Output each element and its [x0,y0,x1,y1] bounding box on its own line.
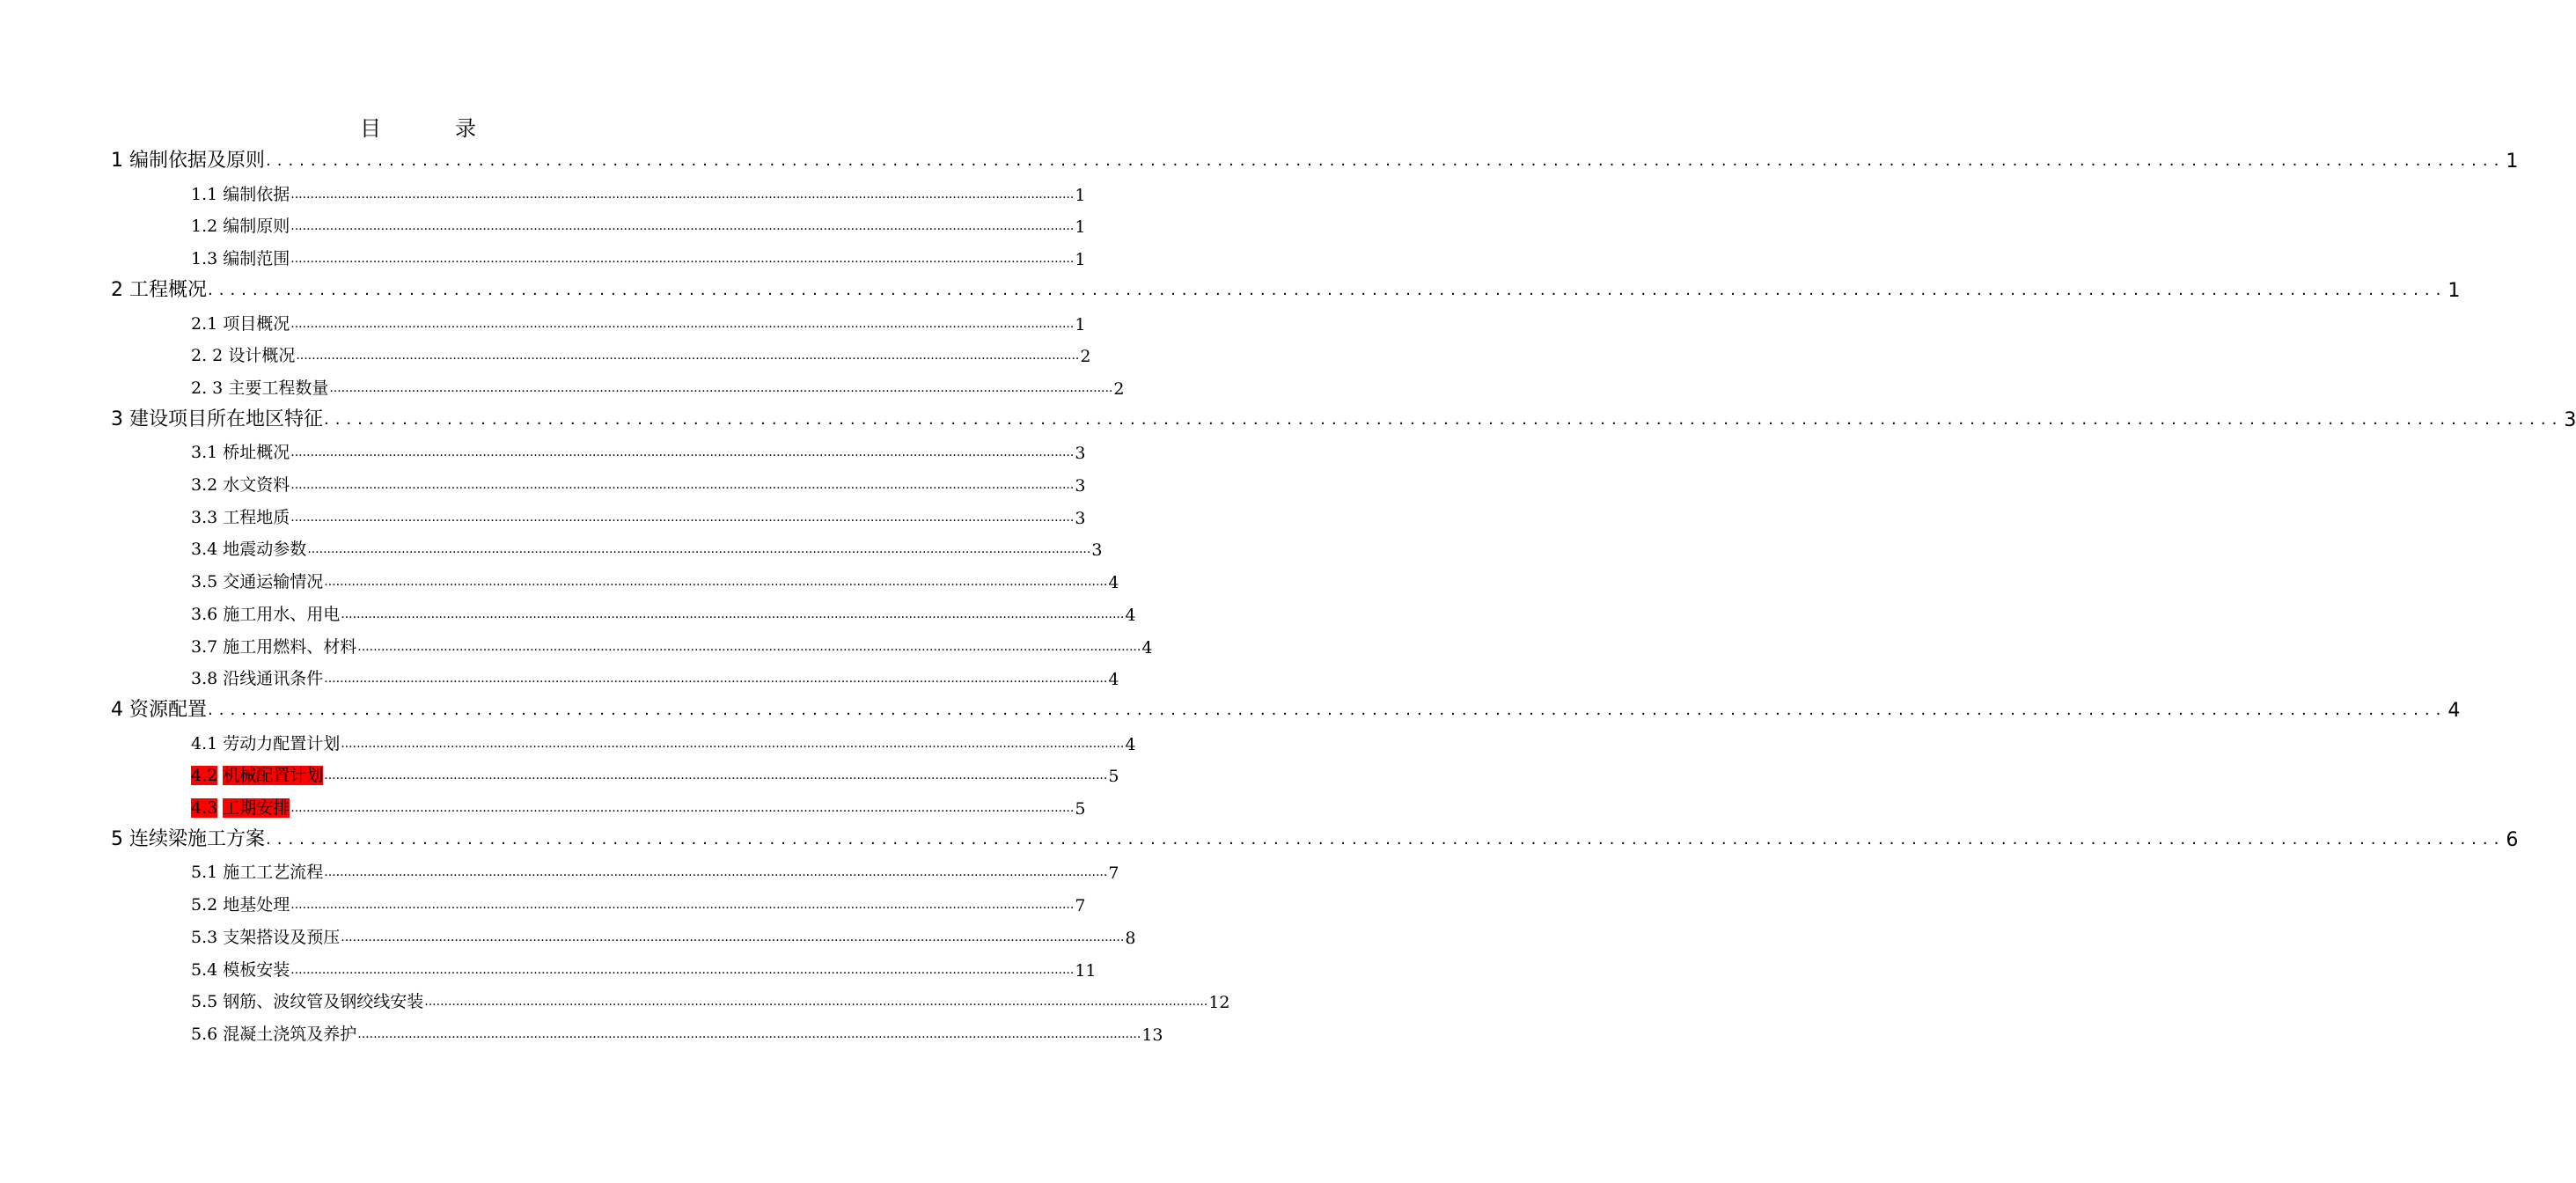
toc-entry-text: 主要工程数量 [228,378,329,398]
toc-chapter-entry[interactable] [111,821,2519,851]
toc-entry-text: 工程概况 [129,279,208,301]
toc-entry-page: 1 [1075,217,1086,237]
toc-entry-page: 2 [1080,347,1091,366]
toc-section-entry[interactable] [191,533,1103,560]
toc-leader-dots: ........................................................................................................................................................................................................ [341,737,1125,751]
toc-section-entry[interactable] [191,1018,1163,1045]
toc-entry-title [191,1021,356,1045]
toc-entry-number: 3.3 [191,508,218,527]
toc-entry-page: 13 [1141,1025,1163,1045]
toc-entry-title [191,311,290,334]
toc-section-entry[interactable] [191,922,1136,948]
toc-entry-title [191,601,340,625]
toc-section-entry[interactable] [191,469,1086,496]
toc-chapter-entry[interactable] [111,272,2461,302]
toc-entry-title [191,246,290,269]
toc-section-entry[interactable] [191,599,1136,625]
toc-entry-text: 编制依据 [223,185,290,204]
toc-entry-title [191,988,423,1012]
toc-entry-number: 5.4 [191,960,218,980]
toc-entry-number: 2. 3 [191,378,224,398]
toc-entry-number: 5.5 [191,992,218,1011]
toc-entry-page: 3 [1075,444,1086,463]
toc-entry-page: 3 [1091,540,1103,560]
toc-leader-dots: ........................................................................................................................................................................................................ [290,898,1075,912]
toc-entry-page: 1 [1075,186,1086,205]
toc-leader-dots: ........................................................................................................................................................................................................ [324,410,2564,429]
toc-entry-text: 工期安排 [223,798,290,818]
toc-leader-dots: ........................................................................................................................................................................................................ [324,865,1108,879]
toc-entry-title [191,181,290,205]
toc-leader-dots: ........................................................................................................................................................................................................ [296,349,1080,363]
toc-leader-dots: ........................................................................................................................................................................................................ [290,317,1075,331]
toc-entry-title [191,504,290,528]
toc-leader-dots: ........................................................................................................................................................................................................ [290,219,1075,233]
toc-entry-number: 3.4 [191,540,218,559]
toc-entry-page: 7 [1108,863,1119,883]
toc-entry-number: 2. 2 [191,346,224,365]
toc-entry-title [111,275,207,302]
toc-leader-dots: ........................................................................................................................................................................................................ [357,1027,1141,1041]
toc-section-entry[interactable] [191,889,1086,915]
toc-entry-page: 5 [1108,767,1119,786]
toc-entry-title [111,824,265,851]
toc-entry-page: 1 [1075,250,1086,269]
toc-leader-dots: ........................................................................................................................................................................................................ [329,381,1113,395]
toc-entry-text: 建设项目所在地区特征 [129,408,324,430]
toc-entry-page: 4 [1125,606,1136,625]
toc-leader-dots: ........................................................................................................................................................................................................ [266,151,2506,170]
toc-leader-dots: ........................................................................................................................................................................................................ [324,768,1108,783]
toc-leader-dots: ........................................................................................................................................................................................................ [307,542,1091,556]
toc-entry-number: 5.6 [191,1025,218,1044]
toc-section-entry[interactable] [191,179,1086,205]
toc-entry-number: 3.1 [191,443,218,462]
toc-entry-title [191,569,323,592]
toc-leader-dots: ........................................................................................................................................................................................................ [208,281,2448,299]
toc-entry-title [191,439,290,463]
toc-leader-dots: ........................................................................................................................................................................................................ [341,607,1125,621]
toc-entry-page: 1 [2448,280,2461,302]
toc-section-entry[interactable] [191,631,1153,658]
toc-entry-page: 4 [1108,670,1119,689]
toc-leader-dots: ........................................................................................................................................................................................................ [208,701,2448,719]
toc-leader-dots: ........................................................................................................................................................................................................ [324,672,1108,686]
toc-leader-dots: ........................................................................................................................................................................................................ [266,830,2506,849]
toc-section-entry[interactable] [191,792,1086,819]
toc-entry-page: 12 [1208,993,1230,1012]
toc-chapter-entry[interactable] [111,692,2461,722]
toc-entry-text: 支架搭设及预压 [223,928,341,947]
toc-entry-number: 2.1 [191,314,218,334]
toc-entry-number: 3.2 [191,475,218,495]
toc-entry-page: 4 [1125,735,1136,754]
toc-entry-number: 3.7 [191,637,218,657]
toc-entry-text: 项目概况 [223,314,290,334]
toc-entry-number: 5 [111,828,123,850]
toc-entry-page: 7 [1075,896,1086,915]
toc-entry-text: 水文资料 [223,475,290,495]
toc-entry-page: 1 [2506,151,2519,173]
toc-entry-title [191,762,323,786]
toc-leader-dots: ........................................................................................................................................................................................................ [341,930,1125,944]
toc-entry-title [191,342,295,366]
toc-entry-number: 4 [111,699,123,721]
toc-entry-title [191,375,328,399]
toc-entry-page: 6 [2506,829,2519,851]
toc-leader-dots: ........................................................................................................................................................................................................ [290,963,1075,977]
toc-chapter-entry[interactable] [111,143,2519,173]
toc-leader-dots: ........................................................................................................................................................................................................ [324,575,1108,589]
toc-entry-text: 资源配置 [129,699,208,721]
toc-entry-title [191,795,290,819]
toc-section-entry[interactable] [191,308,1086,334]
toc-section-entry[interactable] [191,502,1086,528]
toc-leader-dots: ........................................................................................................................................................................................................ [424,995,1208,1009]
toc-entry-title [111,145,265,173]
toc-section-entry[interactable] [191,728,1136,754]
toc-entry-number: 2 [111,279,123,301]
toc-section-entry[interactable] [191,437,1086,463]
toc-section-entry[interactable] [191,243,1086,269]
toc-entry-number: 3.6 [191,605,218,624]
toc-leader-dots: ........................................................................................................................................................................................................ [290,801,1075,815]
toc-entry-text: 沿线通讯条件 [223,669,324,688]
toc-entry-title [191,472,290,496]
toc-entry-page: 11 [1075,961,1097,981]
toc-entry-page: 3 [2564,409,2576,431]
toc-entry-number: 5.1 [191,863,218,882]
toc-entry-number: 5.3 [191,928,218,947]
toc-entry-title [191,665,323,689]
toc-entry-text: 交通运输情况 [223,572,324,592]
toc-entry-page: 4 [1108,573,1119,592]
toc-entry-text: 编制依据及原则 [129,150,266,172]
toc-leader-dots: ........................................................................................................................................................................................................ [290,252,1075,266]
toc-leader-dots: ........................................................................................................................................................................................................ [290,445,1075,459]
toc-entry-title [111,404,323,431]
toc-entry-number: 1.2 [191,217,218,236]
toc-entry-text: 工程地质 [223,508,290,527]
toc-entry-title [191,634,356,658]
toc-section-entry[interactable] [191,372,1125,399]
toc-entry-page: 2 [1113,379,1125,399]
toc-entry-text: 连续梁施工方案 [129,828,266,850]
toc-entry-page: 4 [1141,638,1153,658]
toc-leader-dots: ........................................................................................................................................................................................................ [357,640,1141,654]
toc-entry-title [191,859,323,883]
toc-entry-number: 1 [111,150,123,172]
toc-entry-page: 3 [1075,509,1086,528]
toc-section-entry[interactable] [191,566,1119,592]
toc-entry-number: 5.2 [191,895,218,915]
toc-entry-number: 1.1 [191,185,218,204]
toc-leader-dots: ........................................................................................................................................................................................................ [290,187,1075,202]
toc-entry-page: 8 [1125,929,1136,948]
toc-chapter-entry[interactable] [111,401,2576,431]
toc-entry-text: 机械配置计划 [223,766,324,785]
toc-entry-text: 施工用燃料、材料 [223,637,357,657]
toc-entry-text: 混凝土浇筑及养护 [223,1025,357,1044]
toc-entry-text: 模板安装 [223,960,290,980]
toc-entry-number: 3 [111,408,123,430]
toc-title: 目 录 [360,116,503,141]
toc-entry-title [191,924,340,948]
toc-section-entry[interactable] [191,954,1097,981]
toc-entry-title [191,957,290,981]
toc-entry-text: 劳动力配置计划 [223,734,341,753]
toc-entry-text: 设计概况 [228,346,296,365]
toc-entry-page: 5 [1075,799,1086,819]
toc-entry-number: 4.3 [191,798,218,818]
toc-entry-page: 1 [1075,315,1086,334]
toc-entry-title [191,731,340,754]
toc-section-entry[interactable] [191,340,1091,366]
toc-entry-number: 3.5 [191,572,218,592]
toc-entry-text: 编制原则 [223,217,290,236]
toc-entry-text: 编制范围 [223,249,290,268]
toc-entry-title [191,892,290,915]
toc-section-entry[interactable] [191,986,1230,1012]
toc-entry-number: 4.1 [191,734,218,753]
toc-entry-title [191,536,306,560]
toc-entry-text: 桥址概况 [223,443,290,462]
toc-entry-text: 施工工艺流程 [223,863,324,882]
toc-entry-title [111,694,207,722]
toc-entry-title [191,213,290,237]
toc-entry-number: 4.2 [191,766,218,785]
toc-entry-number: 3.8 [191,669,218,688]
toc-entry-text: 施工用水、用电 [223,605,341,624]
toc-leader-dots: ........................................................................................................................................................................................................ [290,478,1075,492]
toc-section-entry[interactable] [191,856,1119,883]
toc-entry-text: 钢筋、波纹管及钢绞线安装 [223,992,424,1011]
toc-section-entry[interactable] [191,760,1119,786]
toc-entry-text: 地震动参数 [223,540,307,559]
toc-section-entry[interactable] [191,210,1086,237]
toc-entry-number: 1.3 [191,249,218,268]
toc-entry-page: 3 [1075,476,1086,496]
toc-section-entry[interactable] [191,663,1119,689]
toc-leader-dots: ........................................................................................................................................................................................................ [290,511,1075,525]
toc-entry-text: 地基处理 [223,895,290,915]
toc-entry-page: 4 [2448,700,2461,722]
